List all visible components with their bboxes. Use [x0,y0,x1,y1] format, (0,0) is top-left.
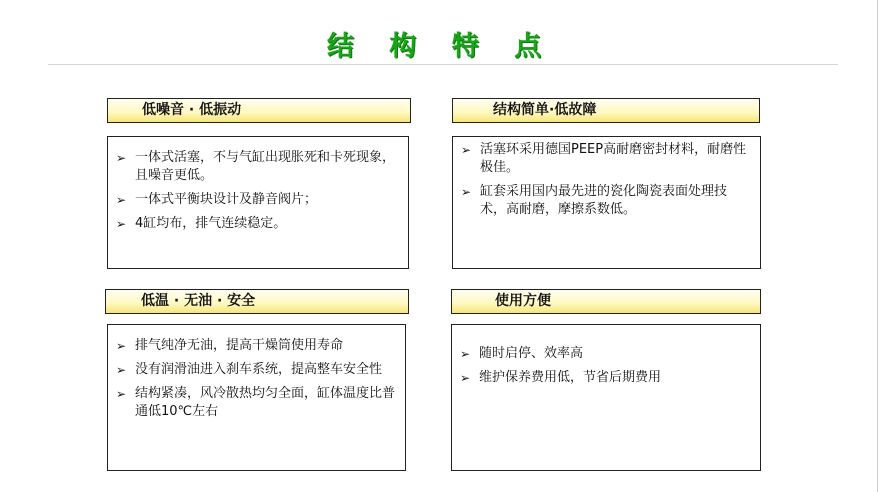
page-title: 结 构 特 点 [326,31,555,62]
title-divider [48,64,838,65]
section-header-label: 低噪音 · 低振动 [142,102,242,118]
bullet-list [452,345,752,387]
list-item: ➢ 维护保养费用低，节省后期费用 [460,370,662,385]
section-box-low-noise [107,136,409,269]
section-header-easy-use [451,289,761,314]
section-header-low-temp [105,289,409,314]
arrowhead-bullet-icon: ➢ [116,387,127,401]
section-header-label: 低温 · 无油 · 安全 [141,293,256,309]
arrowhead-bullet-icon: ➢ [460,347,471,361]
arrowhead-bullet-icon: ➢ [116,193,127,207]
arrowhead-bullet-icon: ➢ [116,151,127,165]
page-edge-line [877,0,878,492]
arrowhead-bullet-icon: ➢ [116,217,127,231]
arrowhead-bullet-icon: ➢ [116,339,127,353]
arrowhead-bullet-icon: ➢ [461,143,472,157]
bullet-list [453,141,752,219]
list-item: ➢ 缸套采用国内最先进的瓷化陶瓷表面处理技术，高耐磨，摩擦系数低。 [461,184,728,217]
bullet-list [108,149,400,233]
bullet-list [108,337,397,421]
section-header-label: 使用方便 [495,293,551,309]
section-header-label: 结构简单·低故障 [493,102,597,118]
section-box-easy-use [451,324,761,471]
section-box-simple-structure [452,136,761,269]
list-item: ➢ 一体式平衡块设计及静音阀片； [116,192,318,207]
arrowhead-bullet-icon: ➢ [461,185,472,199]
list-item: ➢ 结构紧凑，风冷散热均匀全面，缸体温度比普通低10℃左右 [116,386,396,419]
list-item: ➢ 排气纯净无油，提高干燥筒使用寿命 [116,338,344,353]
list-item: ➢ 一体式活塞，不与气缸出现胀死和卡死现象，且噪音更低。 [116,150,396,183]
arrowhead-bullet-icon: ➢ [460,371,471,385]
list-item: ➢ 活塞环采用德国PEEP高耐磨密封材料，耐磨性极佳。 [461,142,747,175]
section-header-low-noise [107,98,411,123]
list-item: ➢ 没有润滑油进入刹车系统，提高整车安全性 [116,362,383,377]
section-header-simple-structure [452,98,760,123]
section-box-low-temp [107,324,406,471]
list-item: ➢ 随时启停、效率高 [460,346,584,361]
arrowhead-bullet-icon: ➢ [116,363,127,377]
list-item: ➢ 4缸均布，排气连续稳定。 [116,216,287,231]
